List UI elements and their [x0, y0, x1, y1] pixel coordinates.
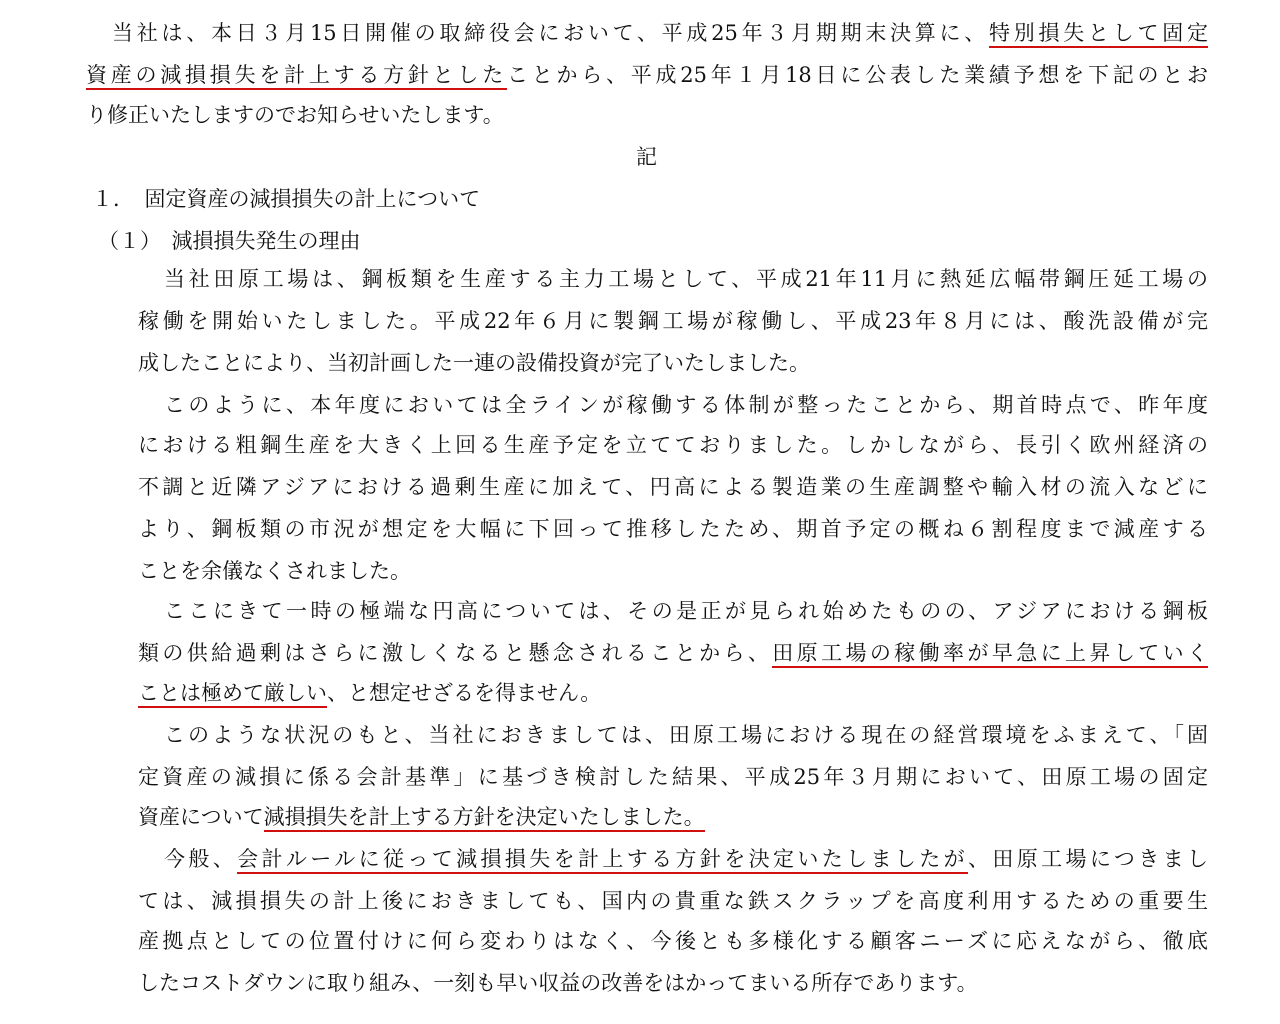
paragraph-1-line-2: 稼働を開始いたしました。平成22年６月に製鋼工場が稼働し、平成23年８月には、酸洗設備が完: [138, 309, 1208, 333]
paragraph-5-line-2: ては、減損損失の計上後におきましても、国内の貴重な鉄スクラップを高度利用するための重要生: [138, 889, 1208, 913]
intro-line-2: 資産の減損損失を計上する方針としたことから、平成25年１月18日に公表した業績予想を下記のとお: [86, 60, 1208, 90]
paragraph-5-line-3: 産拠点としての位置付けに何ら変わりはなく、今後とも多様化する顧客ニーズに応えながら、徹底: [138, 929, 1208, 953]
paragraph-3-line-3: ことは極めて厳しい、と想定せざるを得ません。: [138, 678, 601, 708]
underlined-phrase: 特別損失として固定: [989, 21, 1208, 48]
section-heading: １． 固定資産の減損損失の計上について: [92, 187, 481, 211]
paragraph-3-line-1: ここにきて一時の極端な円高については、その是正が見られ始めたものの、アジアにおける鋼板: [164, 599, 1208, 623]
intro-line-1: 当社は、本日３月15日開催の取締役会において、平成25年３月期期末決算に、特別損失として固定: [112, 18, 1208, 48]
paragraph-2-line-1: このように、本年度においては全ラインが稼働する体制が整ったことから、期首時点で、昨年度: [164, 393, 1208, 417]
underlined-phrase: ことは極めて厳しい: [138, 681, 327, 708]
paragraph-2-line-2: における粗鋼生産を大きく上回る生産予定を立てておりました。しかしながら、長引く欧州経済の: [138, 433, 1208, 457]
paragraph-5-line-1: 今般、会計ルールに従って減損損失を計上する方針を決定いたしましたが、田原工場につきまし: [164, 844, 1208, 874]
paragraph-4-line-3: 資産について減損損失を計上する方針を決定いたしました。: [138, 802, 705, 832]
underlined-phrase: 田原工場の稼働率が早急に上昇していく: [772, 641, 1208, 668]
underlined-phrase: 資産の減損損失を計上する方針とした: [86, 63, 507, 90]
paragraph-1-line-1: 当社田原工場は、鋼板類を生産する主力工場として、平成21年11月に熱延広幅帯鋼圧延工場の: [164, 267, 1208, 291]
paragraph-2-line-5: ことを余儀なくされました。: [138, 559, 411, 583]
underlined-phrase: 会計ルールに従って減損損失を計上する方針を決定いたしましたが: [237, 847, 968, 874]
paragraph-3-line-2: 類の供給過剰はさらに激しくなると懸念されることから、田原工場の稼働率が早急に上昇していく: [138, 638, 1208, 668]
intro-line-3: り修正いたしますのでお知らせいたします。: [86, 103, 504, 127]
paragraph-4-line-1: このような状況のもと、当社におきましては、田原工場における現在の経営環境をふまえて、「固: [164, 723, 1208, 747]
ki-heading: 記: [636, 145, 657, 169]
paragraph-2-line-4: より、鋼板類の市況が想定を大幅に下回って推移したため、期首予定の概ね６割程度まで減産する: [138, 517, 1208, 541]
underlined-phrase: 減損損失を計上する方針を決定いたしました。: [264, 805, 705, 832]
paragraph-5-line-4: したコストダウンに取り組み、一刻も早い収益の改善をはかってまいる所存であります。: [138, 971, 978, 995]
subsection-heading: （１） 減損損失発生の理由: [98, 229, 361, 253]
paragraph-4-line-2: 定資産の減損に係る会計基準」に基づき検討した結果、平成25年３月期において、田原工場の固定: [138, 765, 1208, 789]
paragraph-1-line-3: 成したことにより、当初計画した一連の設備投資が完了いたしました。: [138, 351, 810, 375]
paragraph-2-line-3: 不調と近隣アジアにおける過剰生産に加えて、円高による製造業の生産調整や輸入材の流入などに: [138, 475, 1208, 499]
